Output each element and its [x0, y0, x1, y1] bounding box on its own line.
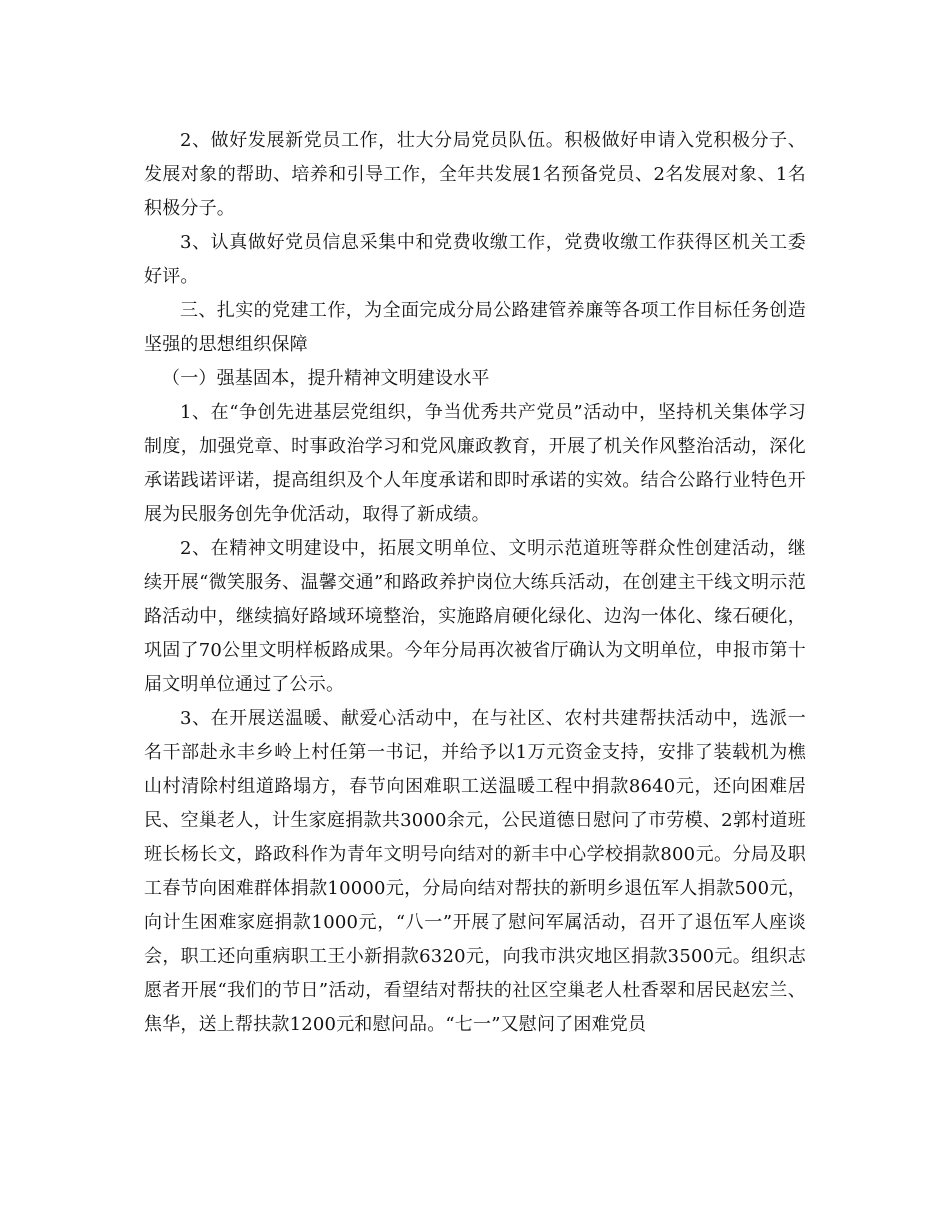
paragraph-party-dues: 3、认真做好党员信息采集中和党费收缴工作，党费收缴工作获得区机关工委好评。 — [144, 232, 806, 287]
paragraph-warmth-charity: 3、在开展送温暖、献爱心活动中，在与社区、农村共建帮扶活动中，选派一名干部赴永丰乡岭上村任第一书记，并给予以1万元资金支持，安排了装载机为樵山村清除村组道路塌方，春节向困难职工送温暖工程中捐款8640元，还向困难居民、空巢老人，计生家庭捐款共3000余元，公民道德日慰问了市劳模、2郭村道班班长杨长文，路政科作为青年文明号向结对的新丰中心学校捐款800元。分局及职工春节向困难群体捐款10000元，分局向结对帮扶的新明乡退伍军人捐款500元，向计生困难家庭捐款1000元，“八一”开展了慰问军属活动，召开了退伍军人座谈会，职工还向重病职工王小新捐款6320元，向我市洪灾地区捐款3500元。组织志愿者开展“我们的节日”活动，看望结对帮扶的社区空巢老人杜香翠和居民赵宏兰、焦华，送上帮扶款1200元和慰问品。“七一”又慰问了困难党员 — [144, 708, 806, 1035]
section-heading-three: 三、扎实的党建工作，为全面完成分局公路建管养廉等各项工作目标任务创造坚强的思想组织保障 — [144, 300, 806, 355]
paragraph-advanced-organization: 1、在“争创先进基层党组织，争当优秀共产党员”活动中，坚持机关集体学习制度，加强党章、时事政治学习和党风廉政教育，开展了机关作风整治活动，深化承诺践诺评诺，提高组织及个人年度承诺和即时承诺的实效。结合公路行业特色开展为民服务创先争优活动，取得了新成绩。 — [144, 402, 806, 525]
paragraph-spiritual-civilization: 2、在精神文明建设中，拓展文明单位、文明示范道班等群众性创建活动，继续开展“微笑服务、温馨交通”和路政养护岗位大练兵活动，在创建主干线文明示范路活动中，继续搞好路域环境整治，实施路肩硬化绿化、边沟一体化、缘石硬化，巩固了70公里文明样板路成果。今年分局再次被省厅确认为文明单位，申报市第十届文明单位通过了公示。 — [144, 538, 806, 695]
paragraph-party-member-development: 2、做好发展新党员工作，壮大分局党员队伍。积极做好申请入党积极分子、发展对象的帮助、培养和引导工作，全年共发展1名预备党员、2名发展对象、1名积极分子。 — [144, 130, 806, 219]
subsection-heading-one: （一）强基固本，提升精神文明建设水平 — [162, 368, 490, 389]
document-page — [144, 124, 806, 1042]
